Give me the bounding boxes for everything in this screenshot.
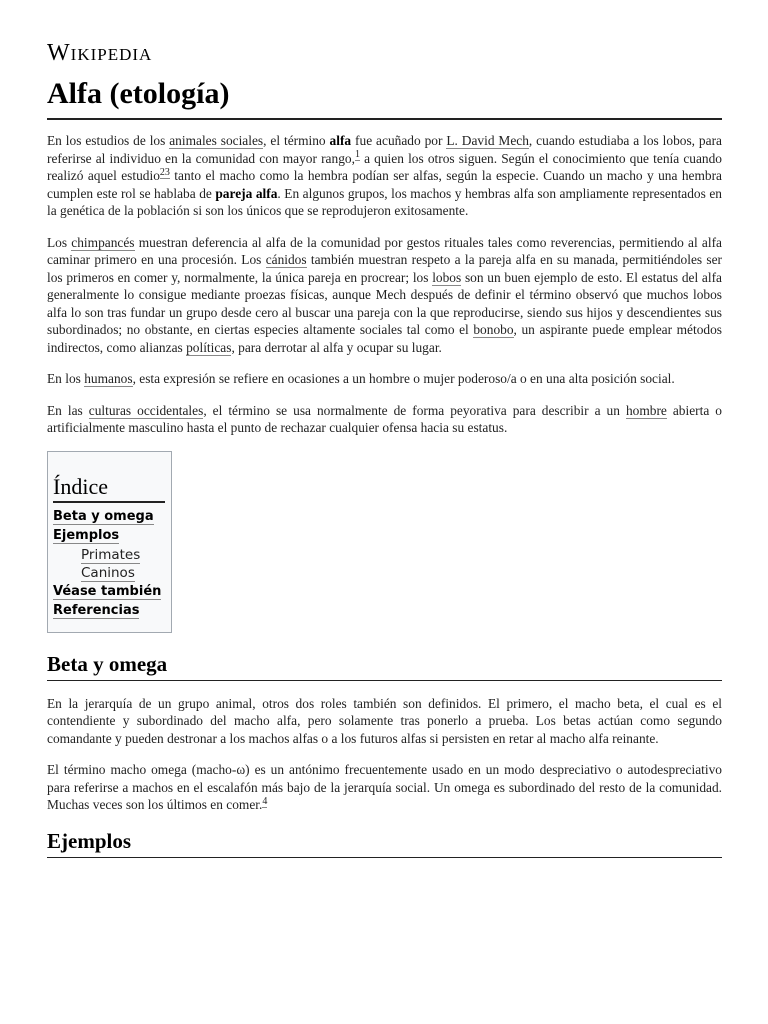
link-humanos[interactable]: humanos (84, 371, 133, 386)
link-bonobo[interactable]: bonobo (473, 322, 514, 337)
link-chimpances[interactable]: chimpancés (71, 234, 135, 250)
text-run: también muestran respeto a la pareja alfa en su manada, permitiéndoles ser los primeros en comer y, normalmente, la única pareja en procrear; los (47, 252, 722, 285)
text-run: En las (47, 402, 89, 418)
link-animales-sociales[interactable]: animales sociales (169, 133, 264, 148)
toc-item-vease-tambien[interactable] (53, 584, 171, 599)
section-heading-beta-y-omega: Beta y omega (47, 651, 722, 681)
text-run: , para derrotar al alfa y ocupar su lugar. (231, 339, 442, 355)
reference-sup (262, 796, 267, 808)
bold-term: pareja alfa (215, 185, 278, 201)
paragraph (47, 234, 722, 357)
toc-subitem-caninos[interactable] (81, 565, 171, 581)
article-content (47, 132, 722, 872)
toc-list (53, 509, 171, 618)
table-of-contents (47, 451, 172, 633)
link-hombre[interactable]: hombre (625, 402, 667, 418)
toc-item-label: Beta y omega (53, 508, 154, 524)
paragraph (47, 402, 722, 437)
link-canidos[interactable]: cánidos (265, 252, 307, 267)
text-run: Los (47, 234, 72, 250)
wikipedia-logo[interactable]: Wikipedia (47, 40, 153, 66)
text-run: , un aspirante puede emplear métodos indirectos, como alianzas (47, 322, 722, 355)
text-run: muestran deferencia al alfa de la comunidad por gestos rituales tales como reverencias, permitiendo al alfa caminar primero en una procesión. Los (47, 234, 722, 267)
link-culturas-occidentales[interactable]: culturas occidentales (88, 402, 204, 418)
article-sections (47, 651, 722, 858)
paragraph (47, 695, 722, 748)
toc-subitem-label: Caninos (81, 564, 135, 581)
paragraph (47, 370, 722, 388)
text-run: tanto el macho como la hembra podían ser alfas, según la especie. Cuando un macho y una hembra cumplen este rol se hablaba de (47, 168, 722, 201)
text-run: , el término (263, 133, 330, 148)
text-run: En la jerarquía de un grupo animal, otros dos roles también son definidos. El primero, el macho beta, el cual es el contendiente y subordinado del macho alfa, pero solamente tras ponerlo a prueba. Los betas actúan como segundo comandante y pueden destronar a los machos alfas o a los futuros alfas si persisten en retar al macho alfa reinante. (47, 695, 722, 746)
link-politicas[interactable]: políticas (186, 339, 232, 355)
text-run: a quien los otros siguen. Según el conocimiento que tenía cuando realizó aquel estudio (47, 150, 722, 183)
text-run: abierta o artificialmente masculino hasta el punto de rechazar cualquier ofensa hacia su estatus. (47, 402, 722, 435)
toc-item-ejemplos[interactable] (53, 528, 171, 543)
text-run: , esta expresión se refiere en ocasiones a un hombre o mujer poderoso/a o en una alta posición social. (132, 371, 675, 386)
bold-term: alfa (329, 133, 352, 148)
text-run: , el término se usa normalmente de forma peyorativa para describir a un (203, 402, 626, 418)
link-l-david-mech[interactable]: L. David Mech (446, 133, 529, 148)
toc-subitem-primates[interactable] (81, 547, 171, 563)
reference-link-4[interactable]: 4 (262, 795, 268, 807)
text-run: . En algunos grupos, los machos y hembras alfa son ampliamente representados en la genética de la población si son los únicos que se reprodujeron exitosamente. (47, 185, 722, 218)
toc-subitem-label: Primates (81, 546, 141, 563)
text-run: En los (47, 371, 85, 386)
text-run: En los estudios de los (47, 133, 170, 148)
toc-item-beta-y-omega[interactable] (53, 509, 171, 524)
toc-item-label: Referencias (53, 602, 140, 618)
reference-link-1[interactable]: 1 (354, 149, 360, 161)
toc-item-label: Ejemplos (53, 527, 120, 543)
paragraph (47, 132, 722, 220)
text-run: El término macho omega (macho-ω) es un antónimo frecuentemente usado en un modo despreciativo o autodespreciativo para referirse a machos en el escalafón más bajo de la jerarquía social. Un omega es subordinado del resto de la comunidad. Muchas veces son los últimos en comer. (47, 762, 722, 812)
section-heading-ejemplos: Ejemplos (47, 828, 722, 858)
intro-section (47, 132, 722, 437)
reference-link-2[interactable]: 2 (159, 166, 165, 178)
toc-item-referencias[interactable] (53, 603, 171, 618)
text-run: son un buen ejemplo de esto. El estatus del alfa generalmente lo consigue mediante proezas físicas, aunque Mech después de definir el término observó que muchos lobos alfa lo son tras fundar un grupo desde cero al buscar una pareja con la que reproducirse, siendo sus hijos y descendientes sus subordinados; no obstante, en ciertas especies altamente sociales tal como el (47, 269, 722, 337)
page-title: Alfa (etología) (47, 74, 722, 120)
reference-link-3[interactable]: 3 (164, 166, 170, 178)
toc-title: Índice (53, 474, 165, 503)
text-run: , cuando estudiaba a los lobos, para referirse al individuo en la comunidad con mayor rango, (47, 133, 722, 166)
link-lobos[interactable]: lobos (432, 269, 462, 285)
paragraph (47, 761, 722, 814)
text-run: fue acuñado por (351, 133, 447, 148)
toc-item-label: Véase también (53, 583, 162, 599)
